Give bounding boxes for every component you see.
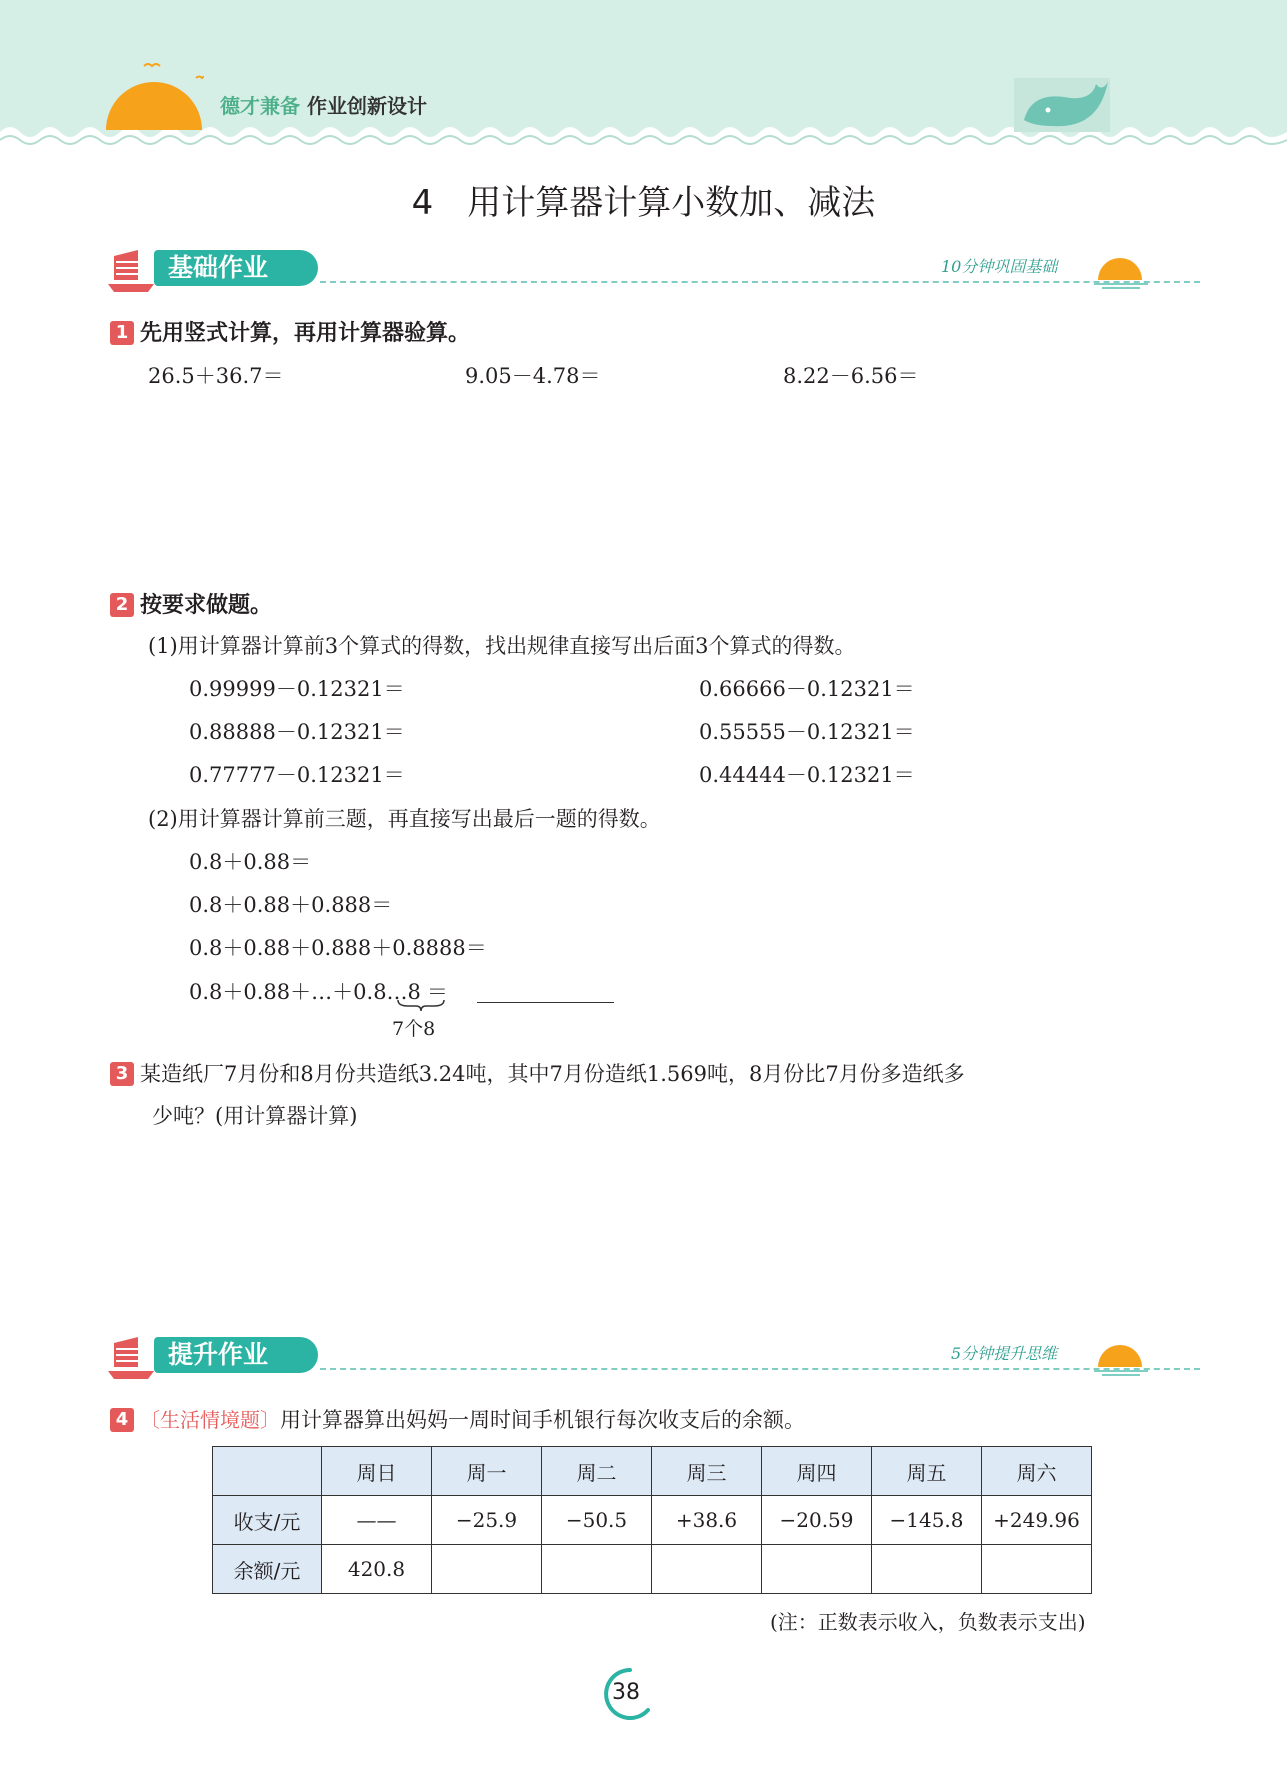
q2-left-1: 0.99999－0.12321＝ <box>189 677 405 701</box>
q2-right-2: 0.55555－0.12321＝ <box>699 720 915 744</box>
q2-right-1: 0.66666－0.12321＝ <box>699 677 915 701</box>
answer-cell[interactable] <box>982 1545 1092 1594</box>
answer-cell[interactable] <box>872 1545 982 1594</box>
q3-text-2: 少吨？(用计算器计算) <box>152 1104 358 1128</box>
section-basic-label: 基础作业 <box>154 250 318 286</box>
section-advanced-label: 提升作业 <box>154 1337 318 1373</box>
q3-line-1 <box>110 1058 965 1088</box>
q4-footnote: (注：正数表示收入，负数表示支出) <box>770 1610 1086 1634</box>
q2-sum-3: 0.8＋0.88＋0.888＋0.8888＝ <box>189 936 487 960</box>
q4-prompt: 用计算器算出妈妈一周时间手机银行每次收支后的余额。 <box>280 1408 805 1432</box>
answer-blank[interactable] <box>477 1002 614 1003</box>
sailboat-icon <box>108 246 158 294</box>
underbrace <box>396 998 446 1012</box>
brand-subtitle: 作业创新设计 <box>306 94 427 118</box>
section-divider <box>320 281 1200 283</box>
q2-last-term: 0.8…8 <box>353 980 421 1004</box>
q2-right-3: 0.44444－0.12321＝ <box>699 763 915 787</box>
row-label-balance: 余额/元 <box>213 1545 322 1594</box>
q2-number: 2 <box>110 593 134 617</box>
table-header-cell: 周四 <box>762 1447 872 1496</box>
row-label-income: 收支/元 <box>213 1496 322 1545</box>
q2-last-eq: ＝ <box>426 980 448 1004</box>
q1-expr-3: 8.22－6.56＝ <box>783 364 919 388</box>
answer-cell[interactable] <box>652 1545 762 1594</box>
table-cell: —— <box>322 1496 432 1545</box>
q1-expr-2: 9.05－4.78＝ <box>465 364 601 388</box>
table-cell: +249.96 <box>982 1496 1092 1545</box>
q3-number: 3 <box>110 1062 134 1086</box>
table-row-income <box>213 1496 1092 1545</box>
q2-part2-prompt: (2)用计算器计算前三题，再直接写出最后一题的得数。 <box>148 807 661 831</box>
table-cell: −20.59 <box>762 1496 872 1545</box>
underbrace-label: 7个8 <box>392 1018 436 1040</box>
table-cell: −145.8 <box>872 1496 982 1545</box>
table-cell: +38.6 <box>652 1496 762 1545</box>
q1-expr-1: 26.5＋36.7＝ <box>148 364 284 388</box>
table-header-cell: 周三 <box>652 1447 762 1496</box>
table-header-cell: 周日 <box>322 1447 432 1496</box>
section-basic-note: 10分钟巩固基础 <box>941 257 1058 276</box>
q1-prompt-line <box>110 316 470 347</box>
sun-icon <box>104 58 204 130</box>
table-corner <box>213 1447 322 1496</box>
section-divider <box>320 1368 1200 1370</box>
table-header-cell: 周二 <box>542 1447 652 1496</box>
q2-left-3: 0.77777－0.12321＝ <box>189 763 405 787</box>
q2-last-prefix: 0.8＋0.88＋…＋ <box>189 980 354 1004</box>
table-row-balance <box>213 1545 1092 1594</box>
sun-icon <box>1094 254 1150 290</box>
q2-prompt-line <box>110 588 272 619</box>
q4-tag: 〔生活情境题〕 <box>140 1408 280 1432</box>
q4-line <box>110 1404 805 1434</box>
page-number: 38 <box>612 1680 640 1705</box>
sailboat-icon <box>108 1333 158 1381</box>
table-cell: −50.5 <box>542 1496 652 1545</box>
q4-number: 4 <box>110 1408 134 1432</box>
q2-sum-2: 0.8＋0.88＋0.888＝ <box>189 893 393 917</box>
table-header-cell: 周一 <box>432 1447 542 1496</box>
brand-series: 德才兼备 <box>220 94 300 118</box>
answer-cell[interactable] <box>542 1545 652 1594</box>
ledger-table <box>212 1446 1092 1594</box>
section-advanced-note: 5分钟提升思维 <box>951 1344 1058 1363</box>
q1-prompt: 先用竖式计算，再用计算器验算。 <box>140 321 471 346</box>
q2-left-2: 0.88888－0.12321＝ <box>189 720 405 744</box>
table-header-cell: 周六 <box>982 1447 1092 1496</box>
answer-cell[interactable] <box>762 1545 872 1594</box>
section-basic-header <box>64 248 1154 288</box>
q2-part1-prompt: (1)用计算器计算前3个算式的得数，找出规律直接写出后面3个算式的得数。 <box>148 634 856 658</box>
q2-sum-1: 0.8＋0.88＝ <box>189 850 312 874</box>
table-cell: −25.9 <box>432 1496 542 1545</box>
q2-prompt: 按要求做题。 <box>140 593 273 618</box>
table-header-cell: 周五 <box>872 1447 982 1496</box>
q1-number: 1 <box>110 321 134 345</box>
answer-cell[interactable] <box>432 1545 542 1594</box>
brand <box>220 90 427 119</box>
table-header-row <box>213 1447 1092 1496</box>
page-title: 4 用计算器计算小数加、减法 <box>411 183 876 223</box>
section-advanced-header <box>64 1335 1154 1375</box>
whale-icon <box>1012 70 1112 132</box>
sun-icon <box>1094 1341 1150 1377</box>
q3-text-1: 某造纸厂7月份和8月份共造纸3.24吨，其中7月份造纸1.569吨，8月份比7月份多造纸多 <box>140 1062 965 1086</box>
table-cell: 420.8 <box>322 1545 432 1594</box>
